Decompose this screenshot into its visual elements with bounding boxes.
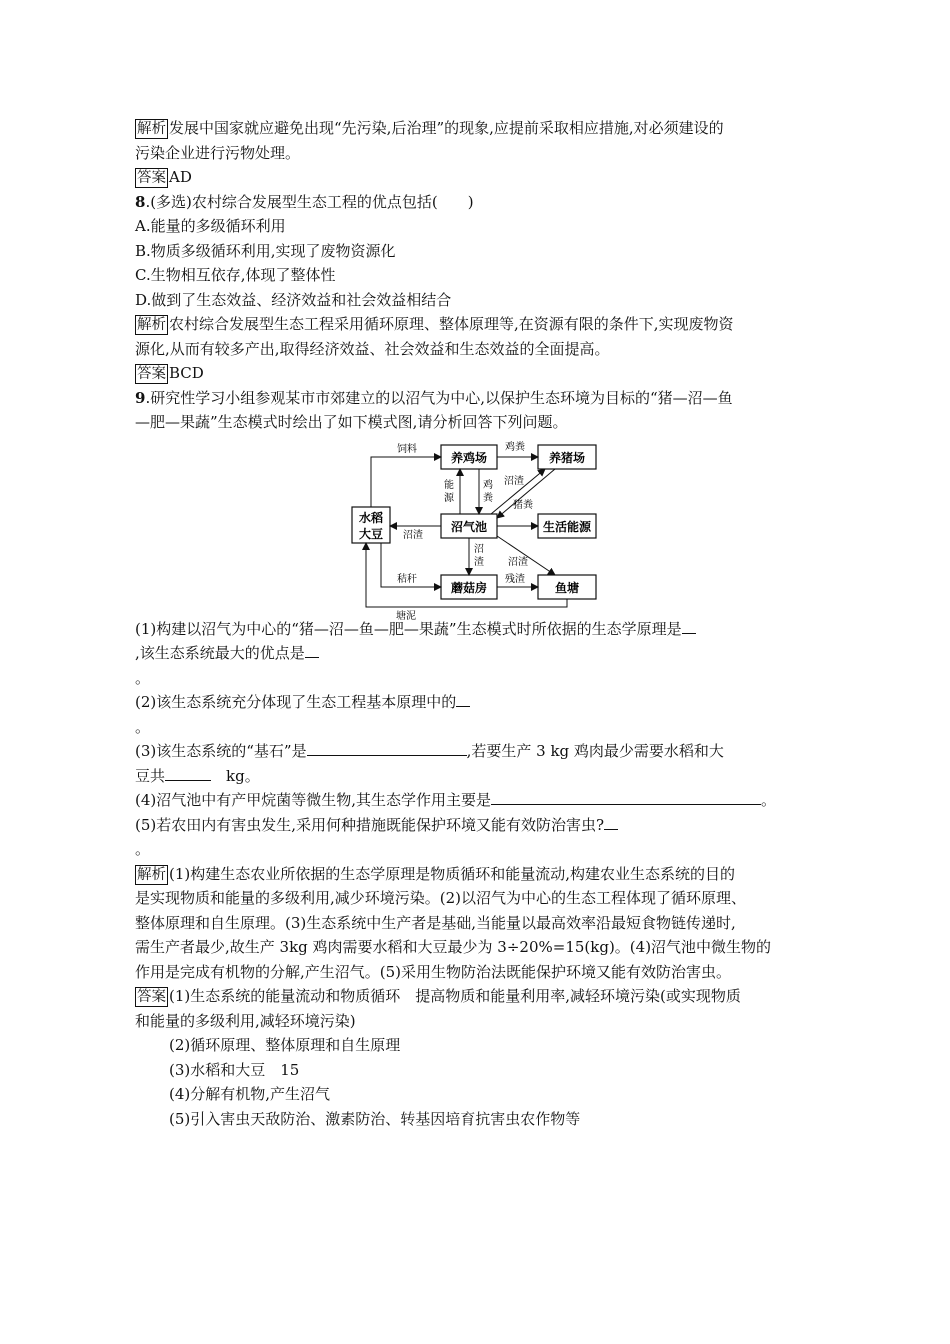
box-pig-label: 养猪场: [548, 450, 586, 465]
document-page: [135, 116, 815, 1131]
analysis-tag: 解析: [137, 866, 166, 883]
label-residue-to-rice: 沼渣: [403, 529, 423, 541]
label-leftover: 残渣: [505, 573, 525, 585]
q8-option-a: A.能量的多级循环利用: [135, 217, 286, 235]
blank-7[interactable]: [604, 813, 618, 830]
q7-analysis-line2: 污染企业进行污物处理。: [135, 143, 301, 162]
label-energy-2: 源: [444, 492, 454, 504]
box-rice-label-1: 水稻: [358, 510, 384, 525]
q9-sub5-line1: (5)若农田内有害虫发生,采用何种措施既能保护环境又能有效防治害虫?: [135, 813, 815, 838]
q8-analysis-line1: 解析 农村综合发展型生态工程采用循环原理、整体原理等,在资源有限的条件下,实现废物资: [137, 315, 734, 333]
arrow-feed: [371, 457, 441, 507]
q8-option-c: C.生物相互依存,体现了整体性: [135, 266, 336, 284]
q9-answer-line2: 和能量的多级利用,减轻环境污染): [135, 1011, 356, 1030]
q8-option-b: B.物质多级循环利用,实现了废物资源化: [135, 241, 396, 260]
arrow-residue-to-fish: [497, 536, 555, 575]
label-chicken-manure-1: 鸡: [483, 479, 493, 491]
q7-answer: 答案 AD: [137, 168, 192, 186]
label-residue-to-fish: 沼渣: [508, 556, 528, 568]
q8-option-d: D.做到了生态效益、经济效益和社会效益相结合: [135, 290, 452, 309]
q9-sub2-line1: (2)该生态系统充分体现了生态工程基本原理中的: [135, 690, 815, 715]
label-residue-down-1: 沼: [474, 543, 484, 555]
label-residue-down-2: 渣: [474, 556, 484, 568]
box-fish-label: 鱼塘: [554, 580, 580, 595]
answer-tag: 答案: [137, 366, 166, 382]
q9-sub3-line2: 豆共 kg。: [135, 764, 815, 789]
q9-answer-5: (5)引入害虫天敌防治、激素防治、转基因培育抗害虫农作物等: [169, 1109, 581, 1128]
label-straw: 秸秆: [397, 573, 417, 585]
answer-tag: 答案: [137, 170, 166, 186]
label-feed: 饲料: [397, 443, 417, 455]
q9-answer-4: (4)分解有机物,产生沼气: [169, 1085, 331, 1103]
q9-answer-2: (2)循环原理、整体原理和自生原理: [169, 1036, 401, 1054]
q8-stem: 8.(多选)农村综合发展型生态工程的优点包括( ): [135, 192, 474, 211]
label-pig-manure: 猪粪: [513, 499, 533, 511]
answer-tag: 答案: [137, 989, 166, 1005]
q9-stem-line1: 9.研究性学习小组参观某市市郊建立的以沼气为中心,以保护生态环境为目标的“猪—沼—鱼: [135, 388, 733, 407]
eco-model-diagram: [135, 435, 815, 622]
q9-sub3-line1: (3)该生态系统的“基石”是 ,若要生产 3 kg 鸡肉最少需要水稻和大: [135, 739, 815, 764]
q9-analysis-line1: 解析 (1)构建生态农业所依据的生态学原理是物质循环和能量流动,构建农业生态系统的目的: [137, 864, 736, 883]
label-energy-1: 能: [444, 479, 454, 491]
q9-sub4: (4)沼气池中有产甲烷菌等微生物,其生态学作用主要是 。: [135, 788, 815, 813]
q8-analysis-line2: 源化,从而有较多产出,取得经济效益、社会效益和生态效益的全面提高。: [135, 339, 610, 358]
q7-analysis-line1: 解析 发展中国家就应避免出现“先污染,后治理”的现象,应提前采取相应措施,对必须建设的: [137, 119, 724, 137]
box-energy-label: 生活能源: [542, 519, 592, 534]
q9-sub1-line1: (1)构建以沼气为中心的“猪—沼—鱼—肥—果蔬”生态模式时所依据的生态学原理是: [135, 617, 815, 642]
blank-4[interactable]: [307, 739, 467, 756]
q9-analysis-line4: 需生产者最少,故生产 3kg 鸡肉需要水稻和大豆最少为 3÷20%=15(kg)。(4)沼气池中微生物的: [135, 938, 772, 956]
analysis-tag: 解析: [137, 317, 166, 333]
blank-2[interactable]: [305, 641, 319, 658]
label-chicken-manure-top: 鸡粪: [505, 441, 525, 453]
eco-model-svg: [135, 435, 815, 622]
label-chicken-manure-2: 粪: [483, 492, 493, 504]
label-residue-to-pig: 沼渣: [504, 475, 524, 487]
q9-sub2-line2: 。: [135, 717, 151, 736]
blank-1[interactable]: [682, 617, 696, 634]
q9-answer-line1: 答案 (1)生态系统的能量流动和物质循环 提高物质和能量利用率,减轻环境污染(或实现物质: [137, 987, 741, 1005]
q9-analysis-line2: 是实现物质和能量的多级利用,减少环境污染。(2)以沼气为中心的生态工程体现了循环原理、: [135, 889, 747, 907]
blank-3[interactable]: [456, 690, 470, 707]
box-rice-label-2: 大豆: [358, 526, 384, 541]
q9-analysis-line5: 作用是完成有机物的分解,产生沼气。(5)采用生物防治法既能保护环境又能有效防治害虫。: [135, 962, 732, 981]
q9-sub1-line3: 。: [135, 668, 151, 687]
blank-6[interactable]: [491, 788, 761, 805]
q8-answer: 答案 BCD: [137, 364, 204, 382]
analysis-tag: 解析: [137, 121, 166, 137]
box-mushroom-label: 蘑菇房: [450, 580, 488, 595]
q9-analysis-line3: 整体原理和自生原理。(3)生态系统中生产者是基础,当能量以最高效率沿最短食物链传递时,: [135, 913, 736, 932]
label-pond-mud: 塘泥: [396, 610, 416, 622]
q9-sub5-line2: 。: [135, 840, 151, 858]
box-chicken-label: 养鸡场: [450, 450, 488, 465]
blank-5[interactable]: [165, 764, 211, 781]
box-biogas-label: 沼气池: [450, 519, 488, 534]
q9-stem-line2: —肥—果蔬”生态模式时绘出了如下模式图,请分析回答下列问题。: [135, 413, 568, 431]
q9-sub1-line2: ,该生态系统最大的优点是: [135, 641, 815, 666]
q9-answer-3: (3)水稻和大豆 15: [169, 1060, 300, 1079]
